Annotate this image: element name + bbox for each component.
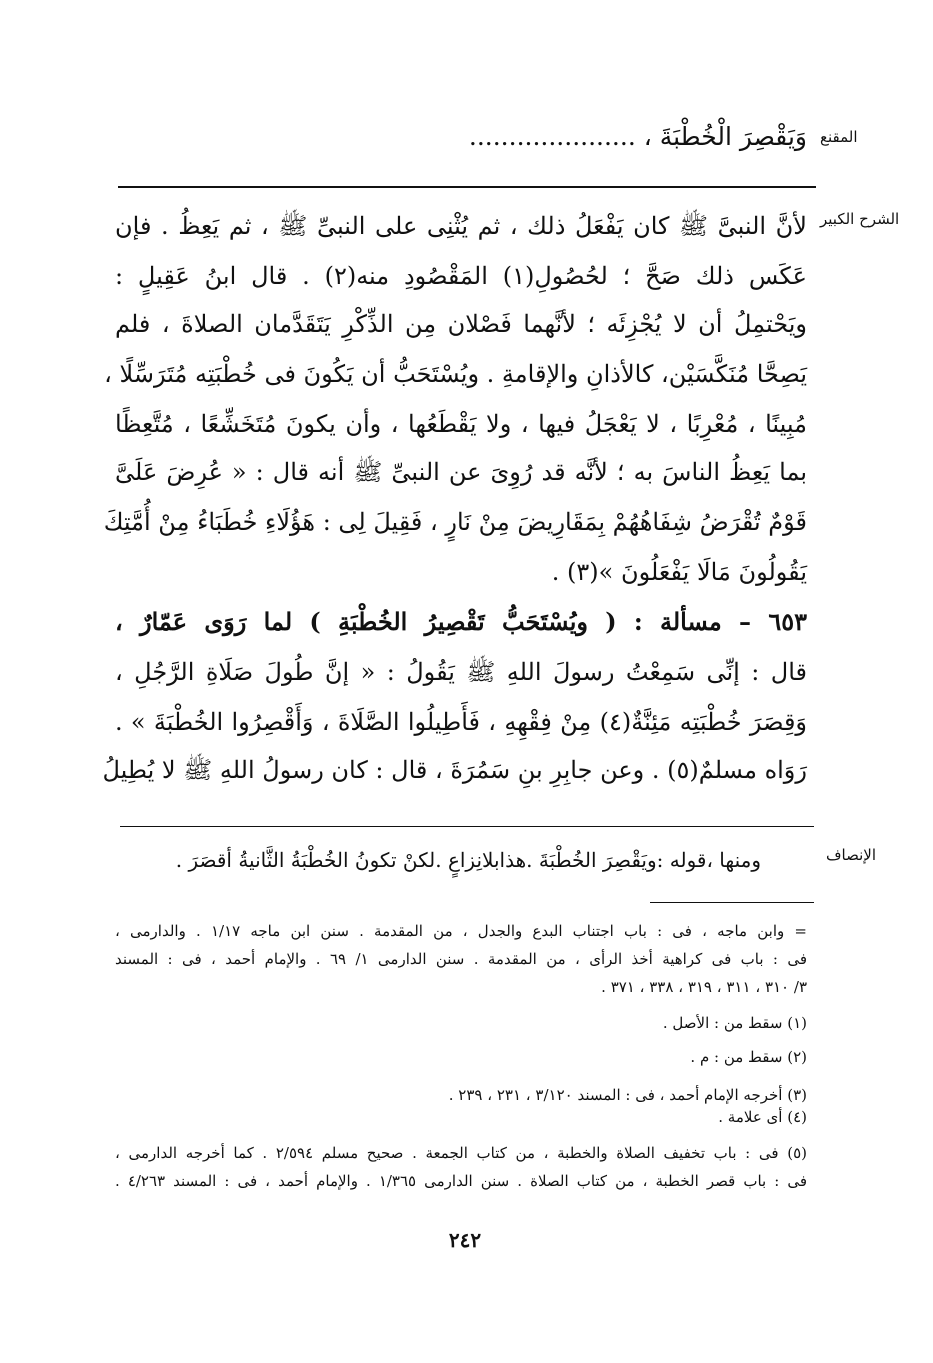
footnote-line: = وابن ماجه ، فى : باب اجتناب البدع والجدل ، من المقدمة . سنن ابن ماجه ١/١٧ . والدارمى ، (115, 922, 808, 940)
footnote-line: (٢) سقط من : م . (690, 1048, 807, 1066)
header-side-label: المقنع (820, 128, 858, 146)
main-line: لأنَّ النبىَّ ﷺ كان يَفْعَلُ ذلك ، ثم يُثْنِى على النبىِّ ﷺ ، ثم يَعِظُ . فإن (115, 212, 807, 240)
main-line: مُبِينًا ، مُعْرِبًا ، لا يَعْجَلُ فيها ، ولا يَقْطَعُها ، وأن يكونَ مُتَخَشِّعًا ، مُتَّعِظًا (115, 410, 807, 438)
header-text: وَيَقْصِرَ الْخُطْبَةَ ، ..................... (468, 122, 807, 151)
main-line: يَقُولُونَ مَالَا يَفْعَلُونَ »(٣) . (551, 558, 807, 586)
main-line: قَوْمٌ تُقْرَضُ شِفَاهُهُمْ بِمَقَارِيضَ مِنْ نَارٍ ، فَقِيلَ لِى : هَؤُلَاءِ خُطَبَاءُ مِنْ أُمَّتِكَ (103, 508, 807, 536)
footnote-line: (٥) فى : باب تخفيف الصلاة والخطبة ، من كتاب الجمعة . صحيح مسلم ٢/٥٩٤ . كما أخرجه الدارمى ، (115, 1144, 807, 1162)
issue-line: وَقِصَرَ خُطْبَتِه مَئِنَّةٌ(٤) مِنْ فِقْهِهِ ، فَأَطِيلُوا الصَّلَاةَ ، وَأَقْصِرُوا الخُطْبَةَ » . (115, 708, 807, 736)
insaf-side-label: الإنصاف (826, 846, 877, 864)
footnote-line: (٣) أخرجه الإمام أحمد ، فى : المسند ٣/١٢٠ ، ٢٣١ ، ٢٣٩ . (448, 1086, 807, 1104)
main-side-label: الشرح الكبير (820, 210, 900, 228)
insaf-rule (120, 826, 814, 827)
insaf-text: ومنها ،قوله :ويَقْصِرَ الخُطْبَةَ .هذابلانِزاعٍ .لكنْ تكونُ الخُطْبَةُ الثَّانيةُ أقصَرَ . (175, 848, 761, 872)
main-line: يَصِحَّا مُنَكَّسَيْن، كالأذانِ والإقامةِ . ويُسْتَحَبُّ أن يَكُونَ فى خُطْبَتِه مُتَرَسِّلًا ، (104, 360, 807, 388)
main-line: عَكَس ذلك صَحَّ ؛ لحُصُولِ(١) المَقْصُودِ منه(٢) . قال ابنُ عَقِيلٍ : (115, 262, 807, 290)
issue-line: رَوَاه مسلمٌ(٥) . وعن جابِرِ بنِ سَمُرَةَ ، قال : كان رسولُ اللهِ ﷺ لا يُطِيلُ (102, 756, 807, 784)
main-line: بما يَعِظُ الناسَ به ؛ لأنَّه قد رُوِىَ عن النبىِّ ﷺ أنه قال : « عُرِضَ عَلَىَّ (115, 458, 807, 486)
footnote-line: (٤) أى علامة . (718, 1108, 807, 1126)
issue-line: قال : إنِّى سَمِعْتُ رسولَ اللهِ ﷺ يَقُولُ : « إنَّ طُولَ صَلَاةِ الرَّجُلِ ، (115, 658, 807, 686)
footnote-line: ٣/ ٣١٠ ، ٣١١ ، ٣١٩ ، ٣٣٨ ، ٣٧١ . (601, 978, 807, 996)
footnote-rule (650, 902, 814, 903)
footnote-line: فى : باب فى كراهية أخذ الرأى ، من المقدمة . سنن الدارمى ١/ ٦٩ . والإمام أحمد ، فى : المسند (115, 950, 807, 968)
footnote-line: (١) سقط من : الأصل . (662, 1014, 807, 1032)
page-number: ٢٤٢ (448, 1228, 482, 1252)
main-line: ويَحْتمِلُ أن لا يُجْزِئَه ؛ لأنَّهما فَصْلان مِن الذِّكْرِ يَتَقَدَّمان الصلاةَ ، فلم (115, 310, 807, 338)
footnote-line: فى : باب قصر الخطبة ، من كتاب الصلاة . سنن الدارمى ١/٣٦٥ . والإمام أحمد ، فى : المسند ٤/٢٦٣ . (115, 1172, 807, 1190)
header-rule (118, 186, 816, 188)
issue-line: ٦٥٣ – مسألة : ( ويُسْتَحَبُّ تَقْصِيرُ الخُطْبَةِ ) لما رَوَى عَمّارٌ ، (115, 607, 807, 636)
